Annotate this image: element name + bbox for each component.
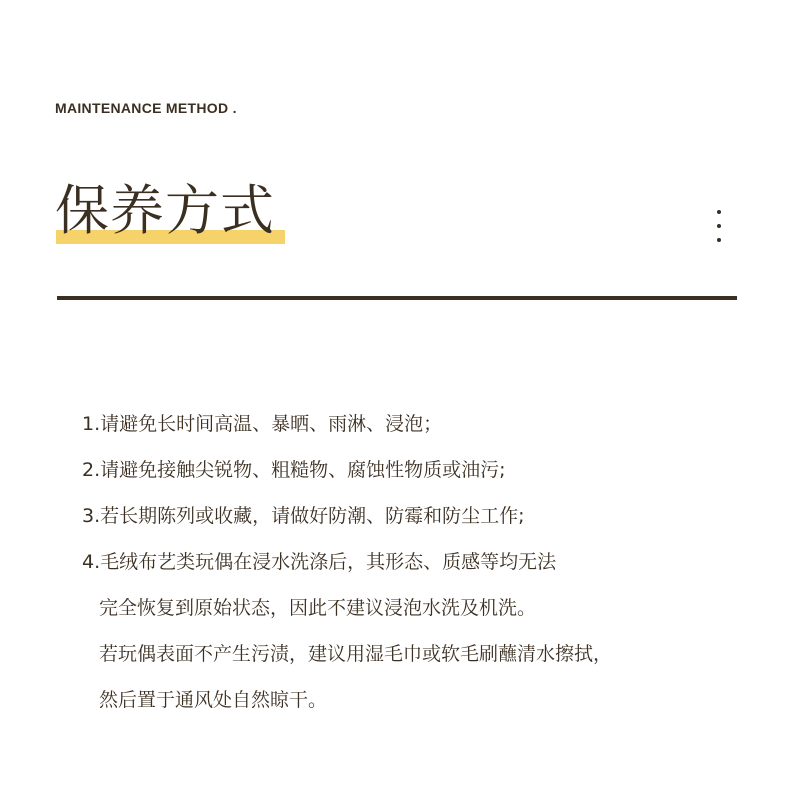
instruction-continuation: 若玩偶表面不产生污渍，建议用湿毛巾或软毛刷蘸清水擦拭， [99, 643, 613, 665]
instruction-item: 2.请避免接触尖锐物、粗糙物、腐蚀性物质或油污; [82, 459, 506, 481]
page-title: 保养方式 [55, 179, 275, 242]
instruction-continuation: 然后置于通风处自然晾干。 [99, 689, 328, 711]
instruction-item: 3.若长期陈列或收藏，请做好防潮、防霉和防尘工作; [82, 505, 525, 527]
more-vertical-icon[interactable] [712, 208, 726, 248]
instruction-item: 1.请避免长时间高温、暴晒、雨淋、浸泡； [82, 413, 443, 435]
instructions-list [82, 408, 762, 730]
eyebrow-label: MAINTENANCE METHOD . [55, 100, 237, 116]
instruction-item: 4.毛绒布艺类玩偶在浸水洗涤后，其形态、质感等均无法 [82, 551, 557, 573]
divider [57, 296, 737, 300]
title-block [55, 180, 295, 250]
instruction-continuation: 完全恢复到原始状态，因此不建议浸泡水洗及机洗。 [99, 597, 537, 619]
